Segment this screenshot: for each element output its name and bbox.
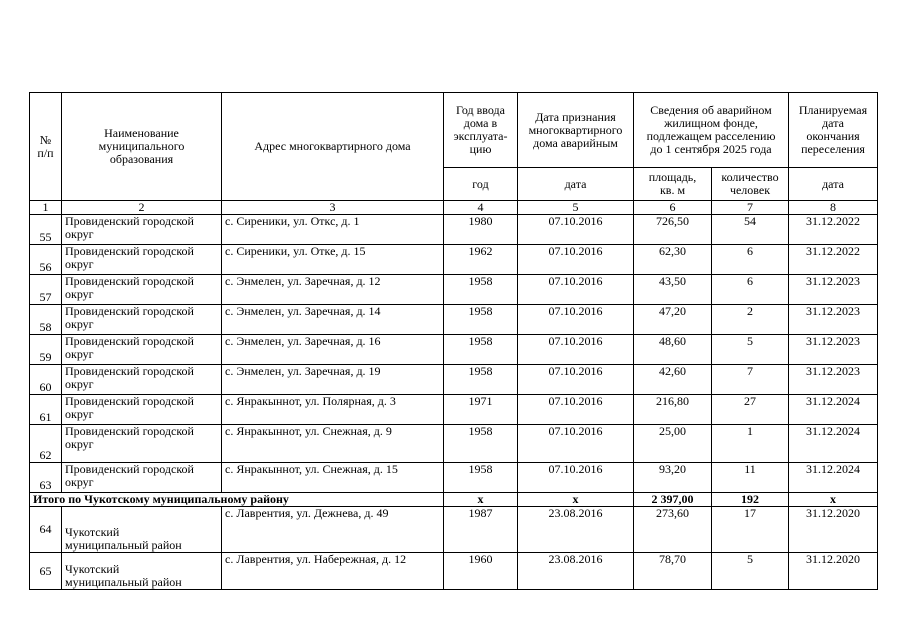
cell-date: 07.10.2016: [518, 275, 634, 305]
cell-mun: Провиденский городской округ: [62, 335, 222, 365]
cell-addr: с. Энмелен, ул. Заречная, д. 14: [222, 305, 444, 335]
table-row: [30, 335, 878, 365]
cell-date: 23.08.2016: [518, 507, 634, 553]
cell-area: 43,50: [634, 275, 712, 305]
cell-plan: 31.12.2023: [789, 275, 878, 305]
cell-plan: 31.12.2024: [789, 395, 878, 425]
table-row: [30, 365, 878, 395]
cell-num: 61: [30, 395, 62, 425]
cell-people: 1: [712, 425, 789, 463]
cell-mun: Провиденский городской округ: [62, 463, 222, 493]
cell-people: 6: [712, 275, 789, 305]
cell-area: 93,20: [634, 463, 712, 493]
cell-year: 1987: [444, 507, 518, 553]
cell-year: 1960: [444, 553, 518, 590]
cell-plan: 31.12.2023: [789, 335, 878, 365]
col-number: 6: [634, 201, 712, 215]
cell-addr: с. Сиреники, ул. Отке, д. 15: [222, 245, 444, 275]
total-people: 192: [712, 493, 789, 507]
cell-date: 07.10.2016: [518, 215, 634, 245]
cell-addr: с. Энмелен, ул. Заречная, д. 12: [222, 275, 444, 305]
cell-area: 25,00: [634, 425, 712, 463]
cell-mun: Провиденский городской округ: [62, 395, 222, 425]
cell-plan: 31.12.2022: [789, 215, 878, 245]
cell-year: 1958: [444, 305, 518, 335]
cell-num: 55: [30, 215, 62, 245]
cell-addr: с. Янракыннот, ул. Полярная, д. 3: [222, 395, 444, 425]
table-row: [30, 215, 878, 245]
cell-year: 1958: [444, 463, 518, 493]
cell-year: 1958: [444, 335, 518, 365]
subheader-year: год: [444, 168, 518, 201]
cell-plan: 31.12.2020: [789, 507, 878, 553]
cell-plan: 31.12.2022: [789, 245, 878, 275]
header-year: Год ввода дома в эксплуата- цию: [444, 93, 518, 168]
total-label: Итого по Чукотскому муниципальному району: [30, 493, 444, 507]
header-date: Дата признания многоквартирного дома аварийным: [518, 93, 634, 168]
cell-people: 54: [712, 215, 789, 245]
table-row: [30, 507, 878, 553]
cell-date: 07.10.2016: [518, 395, 634, 425]
cell-mun: Провиденский городской округ: [62, 305, 222, 335]
cell-people: 7: [712, 365, 789, 395]
total-plan: х: [789, 493, 878, 507]
table-row: [30, 553, 878, 590]
header-municipality: Наименование муниципального образования: [62, 93, 222, 201]
cell-num: 64: [30, 507, 62, 553]
cell-area: 726,50: [634, 215, 712, 245]
cell-year: 1958: [444, 365, 518, 395]
col-number: 5: [518, 201, 634, 215]
cell-mun: Провиденский городской округ: [62, 275, 222, 305]
cell-people: 2: [712, 305, 789, 335]
table-row: [30, 395, 878, 425]
total-area: 2 397,00: [634, 493, 712, 507]
header-plan: Планируемая дата окончания переселения: [789, 93, 878, 168]
cell-mun: Чукотский муниципальный район: [62, 507, 222, 553]
housing-table: [29, 92, 878, 590]
table-row: [30, 245, 878, 275]
header-num: № п/п: [30, 93, 62, 201]
cell-year: 1971: [444, 395, 518, 425]
cell-plan: 31.12.2024: [789, 425, 878, 463]
cell-year: 1962: [444, 245, 518, 275]
col-number: 8: [789, 201, 878, 215]
cell-date: 07.10.2016: [518, 425, 634, 463]
cell-num: 63: [30, 463, 62, 493]
cell-date: 07.10.2016: [518, 335, 634, 365]
cell-num: 65: [30, 553, 62, 590]
cell-num: 59: [30, 335, 62, 365]
cell-people: 11: [712, 463, 789, 493]
table-row: [30, 305, 878, 335]
cell-addr: с. Лаврентия, ул. Набережная, д. 12: [222, 553, 444, 590]
cell-people: 27: [712, 395, 789, 425]
cell-addr: с. Янракыннот, ул. Снежная, д. 15: [222, 463, 444, 493]
cell-people: 5: [712, 335, 789, 365]
subheader-plan: дата: [789, 168, 878, 201]
cell-year: 1980: [444, 215, 518, 245]
header-address: Адрес многоквартирного дома: [222, 93, 444, 201]
cell-plan: 31.12.2024: [789, 463, 878, 493]
cell-year: 1958: [444, 275, 518, 305]
cell-area: 216,80: [634, 395, 712, 425]
cell-date: 07.10.2016: [518, 365, 634, 395]
cell-area: 42,60: [634, 365, 712, 395]
total-year: х: [444, 493, 518, 507]
col-number: 4: [444, 201, 518, 215]
cell-area: 78,70: [634, 553, 712, 590]
cell-people: 5: [712, 553, 789, 590]
total-date: х: [518, 493, 634, 507]
total-row: [30, 493, 878, 507]
cell-plan: 31.12.2023: [789, 365, 878, 395]
cell-year: 1958: [444, 425, 518, 463]
cell-num: 60: [30, 365, 62, 395]
cell-mun: Провиденский городской округ: [62, 425, 222, 463]
cell-date: 23.08.2016: [518, 553, 634, 590]
cell-num: 56: [30, 245, 62, 275]
table-row: [30, 425, 878, 463]
header-info: Сведения об аварийном жилищном фонде, подлежащем расселению до 1 сентября 2025 года: [634, 93, 789, 168]
cell-addr: с. Сиреники, ул. Откс, д. 1: [222, 215, 444, 245]
cell-date: 07.10.2016: [518, 463, 634, 493]
cell-area: 62,30: [634, 245, 712, 275]
cell-addr: с. Энмелен, ул. Заречная, д. 16: [222, 335, 444, 365]
column-numbers-row: [30, 201, 878, 215]
cell-area: 48,60: [634, 335, 712, 365]
cell-area: 273,60: [634, 507, 712, 553]
col-number: 3: [222, 201, 444, 215]
cell-mun: Провиденский городской округ: [62, 365, 222, 395]
col-number: 7: [712, 201, 789, 215]
cell-plan: 31.12.2023: [789, 305, 878, 335]
cell-area: 47,20: [634, 305, 712, 335]
cell-people: 17: [712, 507, 789, 553]
cell-plan: 31.12.2020: [789, 553, 878, 590]
cell-date: 07.10.2016: [518, 245, 634, 275]
col-number: 2: [62, 201, 222, 215]
subheader-people: количество человек: [712, 168, 789, 201]
cell-num: 58: [30, 305, 62, 335]
table-row: [30, 275, 878, 305]
cell-people: 6: [712, 245, 789, 275]
cell-addr: с. Энмелен, ул. Заречная, д. 19: [222, 365, 444, 395]
subheader-area: площадь, кв. м: [634, 168, 712, 201]
cell-mun: Провиденский городской округ: [62, 215, 222, 245]
cell-date: 07.10.2016: [518, 305, 634, 335]
cell-mun: Чукотский муниципальный район: [62, 553, 222, 590]
header-row: [30, 93, 878, 168]
col-number: 1: [30, 201, 62, 215]
cell-num: 57: [30, 275, 62, 305]
cell-addr: с. Янракыннот, ул. Снежная, д. 9: [222, 425, 444, 463]
cell-mun: Провиденский городской округ: [62, 245, 222, 275]
cell-num: 62: [30, 425, 62, 463]
table-row: [30, 463, 878, 493]
cell-addr: с. Лаврентия, ул. Дежнева, д. 49: [222, 507, 444, 553]
subheader-date: дата: [518, 168, 634, 201]
